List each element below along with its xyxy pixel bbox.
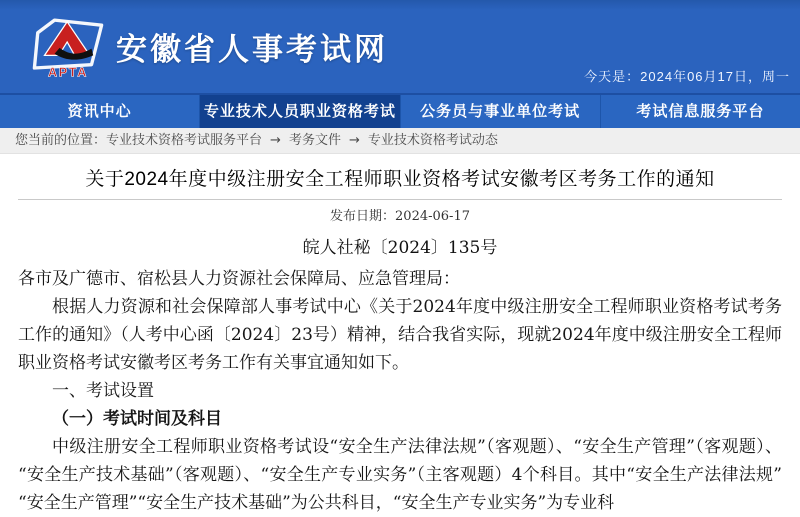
breadcrumb-prefix: 您当前的位置： (15, 133, 107, 148)
breadcrumb-link-service-platform[interactable]: 专业技术资格考试服务平台 (106, 133, 263, 148)
paragraph-basis: 根据人力资源和社会保障部人事考试中心《关于2024年度中级注册安全工程师职业资格考试考务工作的通知》（人考中心函〔2024〕23号）精神，结合我省实际，现就2024年度中级注册安全工程师职业资格考试安徽考区考务工作有关事宜通知如下。 (18, 297, 782, 373)
breadcrumb-arrow-icon: → (270, 133, 281, 148)
apta-mountain-logo-icon (26, 14, 110, 80)
nav-item-civil-servant-exam[interactable]: 公务员与事业单位考试 (401, 95, 601, 128)
svg-text:APTA: APTA (47, 64, 89, 79)
nav-item-news-center[interactable]: 资讯中心 (0, 95, 200, 128)
paragraph-salutation: 各市及广德市、宿松县人力资源社会保障局、应急管理局： (18, 269, 460, 289)
nav-item-exam-info-platform[interactable]: 考试信息服务平台 (636, 103, 765, 120)
paragraph-section-heading: 一、考试设置 (52, 381, 154, 401)
breadcrumb (0, 128, 800, 154)
breadcrumb-arrow-icon: → (348, 133, 360, 148)
site-header (0, 0, 800, 93)
nav-item-professional-qualification-exam[interactable]: 专业技术人员职业资格考试 (200, 95, 400, 128)
publish-date-row (18, 199, 782, 224)
paragraph-exam-subjects: 中级注册安全工程师职业资格考试设“安全生产法律法规”（客观题）、“安全生产管理”（客观题）、“安全生产技术基础”（客观题）、“安全生产专业实务”（主客观题）4个科目。其中“安全生产法律法规”“安全生产管理”“安全生产技术基础”为公共科目，“安全生产专业实务”为专业科 (18, 437, 782, 513)
main-nav (0, 93, 800, 128)
publish-date-label: 发布日期： (330, 209, 396, 224)
apta-logo[interactable] (26, 14, 110, 80)
publish-date-value: 2024-06-17 (395, 209, 470, 224)
breadcrumb-link-exam-news[interactable]: 专业技术资格考试动态 (367, 133, 498, 148)
article (0, 164, 800, 517)
article-title: 关于2024年度中级注册安全工程师职业资格考试安徽考区考务工作的通知 (85, 169, 715, 190)
site-title[interactable]: 安徽省人事考试网 (116, 32, 388, 67)
today-date: 今天是：2024年06月17日，周一 (584, 69, 790, 84)
breadcrumb-link-exam-documents[interactable]: 考务文件 (288, 133, 341, 148)
article-body (18, 265, 782, 517)
paragraph-subsection-heading: （一）考试时间及科目 (52, 409, 222, 428)
document-number: 皖人社秘〔2024〕135号 (302, 238, 498, 258)
